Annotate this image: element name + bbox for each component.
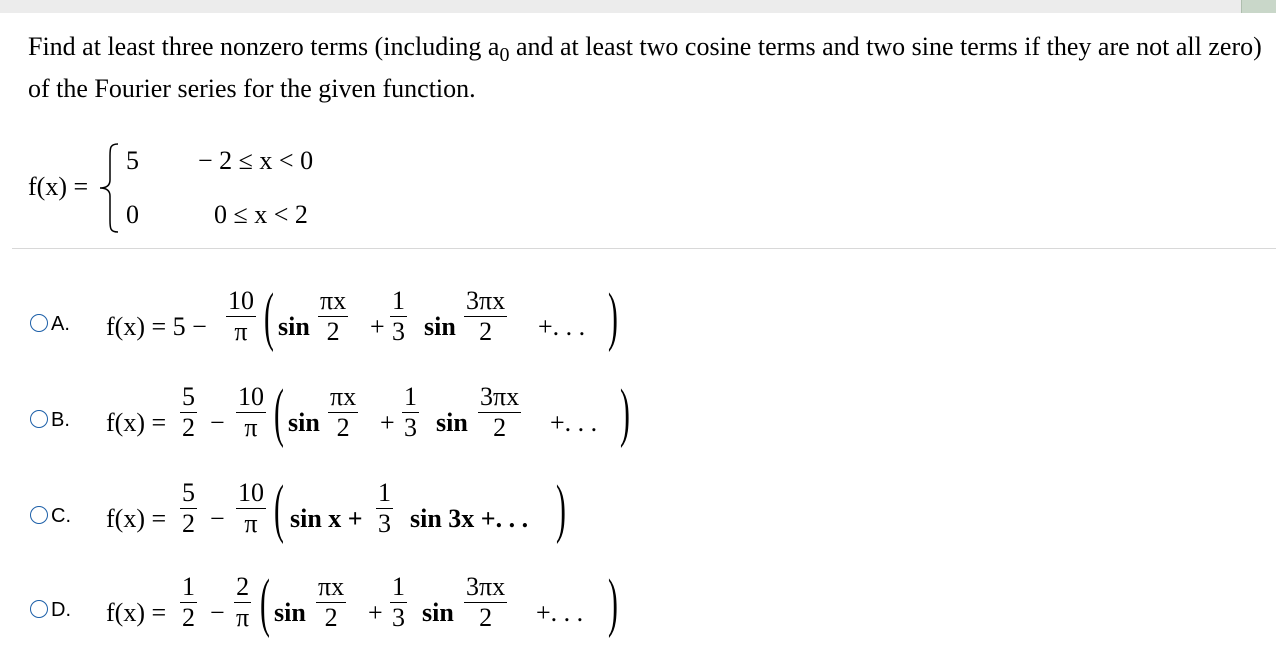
option-b-arg2: 3πx 2 <box>480 382 520 442</box>
option-a-right-paren: ) <box>608 280 618 353</box>
case-2-condition: 0 ≤ x < 2 <box>214 200 308 229</box>
option-d-lead: 1 2 <box>182 572 195 632</box>
case-1-value: 5 <box>126 146 139 175</box>
option-a-tail: +. . . <box>538 312 586 341</box>
option-d-sin1: sin <box>274 598 306 627</box>
option-d-sin2: sin <box>422 598 454 627</box>
option-a-sin1: sin <box>278 312 310 341</box>
option-d-radio[interactable] <box>30 600 48 618</box>
option-a-plus: + <box>370 312 385 341</box>
option-d-coef: 2 π <box>236 572 250 632</box>
option-c-lhs: f(x) = <box>106 504 167 533</box>
option-c-lead: 5 2 <box>182 478 195 538</box>
option-d-arg2: 3πx 2 <box>466 572 506 632</box>
option-d-right-paren: ) <box>608 566 618 639</box>
option-d-minus: − <box>210 598 225 627</box>
option-b-sin1: sin <box>288 408 320 437</box>
piecewise-function <box>28 140 348 240</box>
option-b-lhs: f(x) = <box>106 408 167 437</box>
option-c-radio[interactable] <box>30 506 48 524</box>
subscript-zero: 0 <box>499 44 510 67</box>
option-b-plus: + <box>380 408 395 437</box>
function-lhs: f(x) = <box>28 172 89 201</box>
option-b-letter: B. <box>51 409 70 431</box>
option-d-left-paren: ( <box>260 566 270 639</box>
option-b-coef: 10 π <box>238 382 264 442</box>
question-part1: Find at least three nonzero terms (including a <box>28 32 500 61</box>
option-a-letter: A. <box>51 313 70 335</box>
option-a-arg2: 3πx 2 <box>466 286 506 346</box>
option-c-coef: 10 π <box>238 478 264 538</box>
option-d-lhs: f(x) = <box>106 598 167 627</box>
option-a-coef: 10 π <box>228 286 254 346</box>
option-b-arg1: πx 2 <box>330 382 357 442</box>
option-d-plus: + <box>368 598 383 627</box>
option-b-sin2: sin <box>436 408 468 437</box>
option-d-arg1: πx 2 <box>318 572 345 632</box>
top-toolbar-strip <box>0 0 1276 13</box>
option-b[interactable] <box>30 378 670 464</box>
option-b-lead: 5 2 <box>182 382 195 442</box>
question-text <box>28 30 1263 106</box>
left-brace-icon <box>98 140 122 236</box>
corner-tab[interactable] <box>1241 0 1276 13</box>
option-a-left-paren: ( <box>264 280 274 353</box>
option-b-minus: − <box>210 408 225 437</box>
option-d-letter: D. <box>51 599 71 621</box>
option-a-arg1: πx 2 <box>320 286 347 346</box>
option-a[interactable] <box>30 282 670 368</box>
option-c[interactable] <box>30 474 670 560</box>
section-divider <box>12 248 1276 249</box>
option-c-left-paren: ( <box>274 472 284 545</box>
option-b-c2: 1 3 <box>404 382 417 442</box>
option-b-radio[interactable] <box>30 410 48 428</box>
option-c-term1: sin x + <box>290 504 363 533</box>
option-d-c2: 1 3 <box>392 572 405 632</box>
option-b-right-paren: ) <box>620 376 630 449</box>
option-c-letter: C. <box>51 505 71 527</box>
option-d[interactable] <box>30 568 670 654</box>
option-b-tail: +. . . <box>550 408 598 437</box>
option-c-term2: sin 3x +. . . <box>410 504 529 533</box>
option-b-left-paren: ( <box>274 376 284 449</box>
option-a-c2: 1 3 <box>392 286 405 346</box>
option-c-minus: − <box>210 504 225 533</box>
option-d-tail: +. . . <box>536 598 584 627</box>
option-a-radio[interactable] <box>30 314 48 332</box>
option-a-lhs: f(x) = 5 − <box>106 312 207 341</box>
case-1-condition: − 2 ≤ x < 0 <box>198 146 314 175</box>
option-c-right-paren: ) <box>556 472 566 545</box>
option-c-c2: 1 3 <box>378 478 391 538</box>
question-part2: and at least two cosine terms and two sine terms if they are not all zero) of the Fourier series for the given function. <box>28 32 1262 104</box>
case-2-value: 0 <box>126 200 139 229</box>
option-a-sin2: sin <box>424 312 456 341</box>
